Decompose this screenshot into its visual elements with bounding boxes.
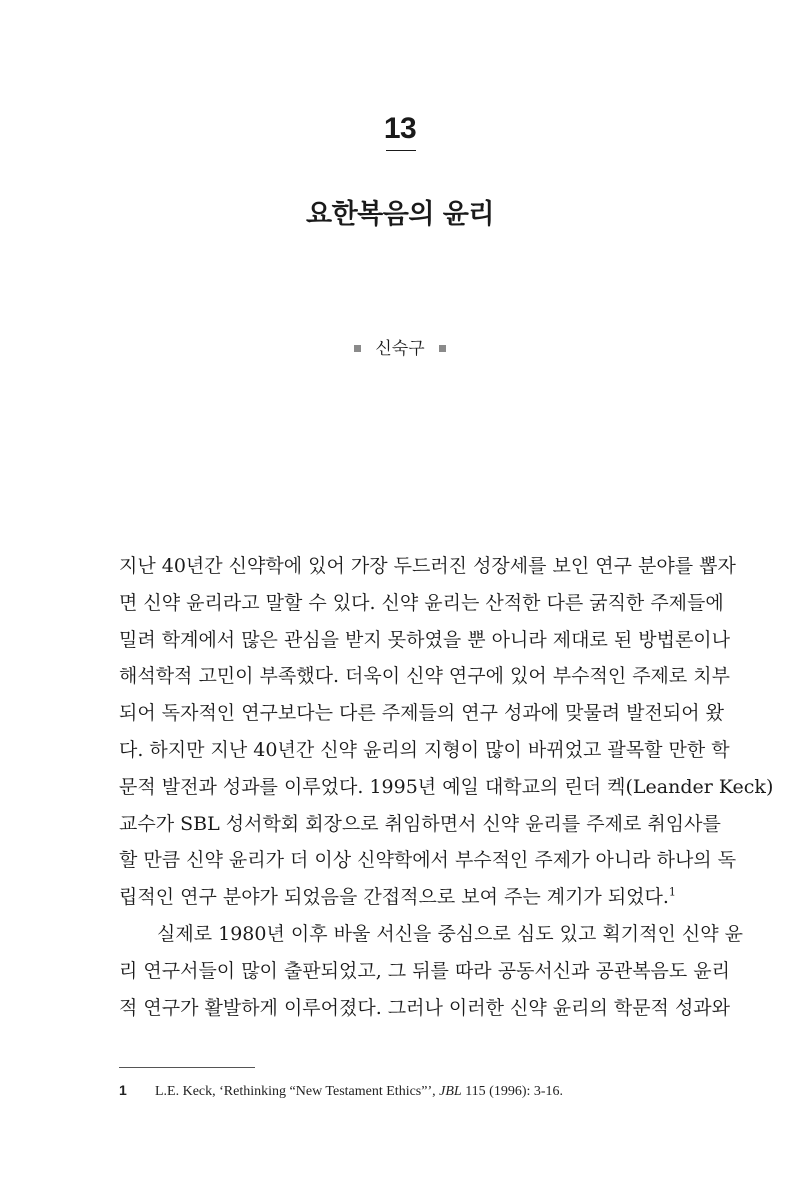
body-line <box>119 879 711 916</box>
author-line <box>0 334 800 359</box>
body-text <box>119 548 774 1026</box>
chapter-number: 13 <box>383 112 417 145</box>
square-bullet-icon <box>354 345 361 352</box>
body-line: 해석학적 고민이 부족했다. 더욱이 신약 연구에 있어 부수적인 주제로 치부 <box>119 665 731 688</box>
footnote-text: L.E. Keck, ‘Rethinking “New Testament Ethics”’, <box>155 1084 436 1099</box>
body-line: 문적 발전과 성과를 이루었다. 1995년 예일 대학교의 린더 켁(Leander Keck) <box>119 775 774 798</box>
square-bullet-icon <box>439 345 446 352</box>
body-line: 면 신약 윤리라고 말할 수 있다. 신약 윤리는 산적한 다른 굵직한 주제들에 <box>119 591 724 614</box>
body-line: 적 연구가 활발하게 이루어졌다. 그러나 이러한 신약 윤리의 학문적 성과와 <box>119 996 731 1019</box>
body-line: 되어 독자적인 연구보다는 다른 주제들의 연구 성과에 맞물려 발전되어 왔 <box>119 702 724 725</box>
footnote <box>119 1082 719 1100</box>
body-line: 리 연구서들이 많이 출판되었고, 그 뒤를 따라 공동서신과 공관복음도 윤리 <box>119 959 731 982</box>
chapter-number-underline <box>386 150 416 151</box>
body-line: 할 만큼 신약 윤리가 더 이상 신약학에서 부수적인 주제가 아니라 하나의 독 <box>119 849 737 872</box>
author-name: 신숙구 <box>375 339 425 359</box>
footnote-journal: JBL <box>439 1084 462 1099</box>
body-line: 지난 40년간 신약학에 있어 가장 두드러진 성장세를 보인 연구 분야를 뽑자 <box>119 555 736 577</box>
chapter-title: 요한복음의 윤리 <box>306 199 494 230</box>
body-line: 교수가 SBL 성서학회 회장으로 취임하면서 신약 윤리를 주제로 취임사를 <box>119 812 721 835</box>
body-line-text: 립적인 연구 분야가 되었음을 간접적으로 보여 주는 계기가 되었다. <box>119 886 669 909</box>
footnote-number: 1 <box>119 1082 127 1098</box>
body-line: 실제로 1980년 이후 바울 서신을 중심으로 심도 있고 획기적인 신약 윤 <box>157 922 743 945</box>
footnote-divider <box>119 1067 255 1068</box>
footnote-marker[interactable]: 1 <box>668 885 676 899</box>
body-line: 다. 하지만 지난 40년간 신약 윤리의 지형이 많이 바뀌었고 괄목할 만한 학 <box>119 738 730 761</box>
footnote-citation: 115 (1996): 3-16. <box>465 1084 564 1099</box>
body-line: 밀려 학계에서 많은 관심을 받지 못하였을 뿐 아니라 제대로 된 방법론이나 <box>119 628 731 651</box>
